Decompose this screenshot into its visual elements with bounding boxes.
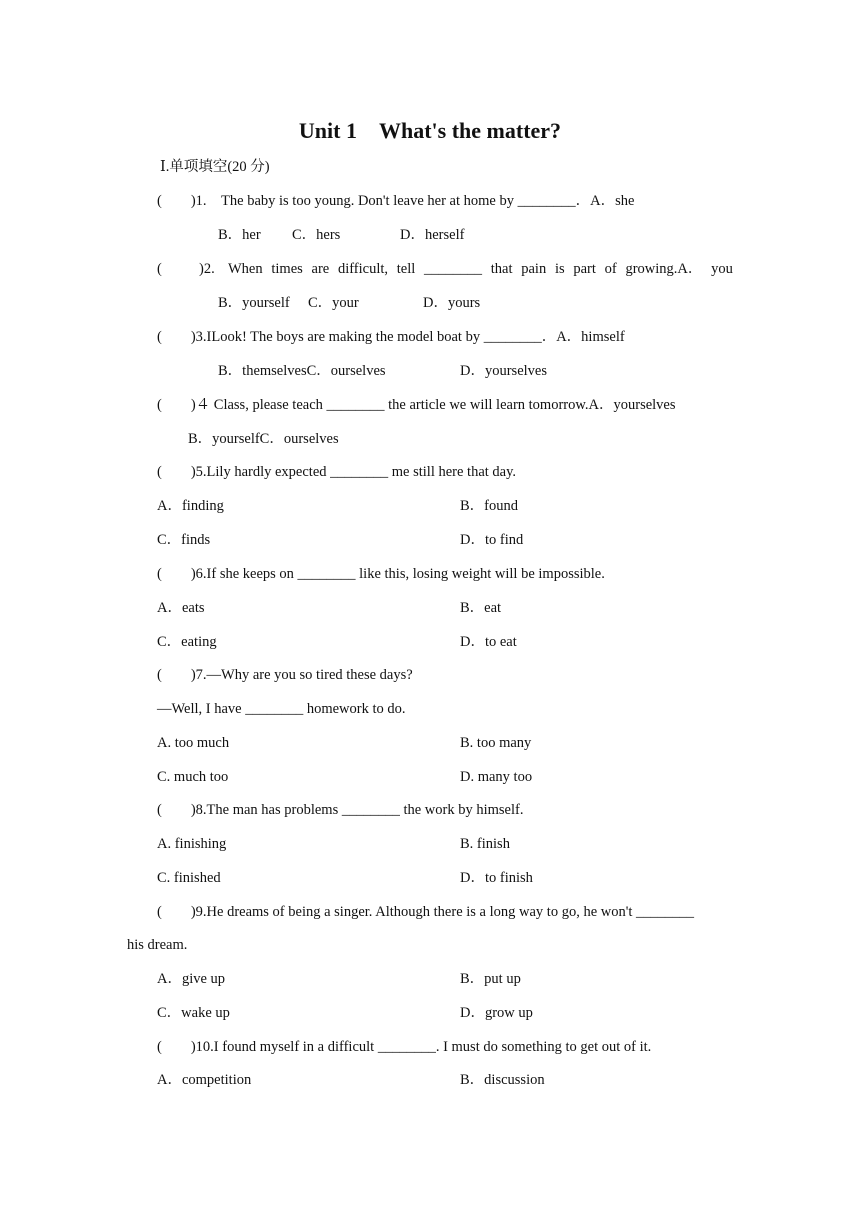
question-3-option-bc: B．themselvesC．ourselves — [218, 363, 386, 379]
question-4-stem: ( )４ Class, please teach ________ the article we will learn tomorrow.A．yourselves — [157, 397, 676, 413]
question-10-stem: ( )10.I found myself in a difficult ________. I must do something to get out of it. — [157, 1039, 652, 1055]
question-2-stem — [228, 260, 733, 278]
question-1-stem: ( )1. The baby is too young. Don't leave her at home by ________．A．she — [157, 193, 635, 209]
question-2-word: that — [490, 261, 513, 277]
question-9-option-b: B．put up — [460, 971, 521, 987]
page-title: Unit 1 What's the matter? — [298, 118, 562, 143]
question-2-number: )2. — [199, 261, 215, 277]
question-2-option-d: D．yours — [423, 295, 481, 311]
question-6-option-d: D．to eat — [460, 634, 517, 650]
question-2-word: difficult, — [337, 261, 389, 277]
question-3-stem: ( )3.ILook! The boys are making the model boat by ________．A．himself — [157, 329, 625, 345]
question-6-option-a: A．eats — [157, 600, 205, 616]
question-5-option-a: A．finding — [157, 498, 224, 514]
question-1-option-c: C．hers — [292, 227, 341, 243]
question-9-option-c: C．wake up — [157, 1005, 230, 1021]
question-9-stem-continued: his dream. — [127, 937, 188, 953]
question-2-blank: ________ — [424, 261, 483, 277]
question-2-word: of — [604, 261, 617, 277]
question-8-option-b: B. finish — [460, 836, 510, 852]
question-5-option-c: C．finds — [157, 532, 211, 548]
question-3-option-d: D．yourselves — [460, 363, 547, 379]
question-2-word: is — [554, 261, 565, 277]
question-6-stem: ( )6.If she keeps on ________ like this, losing weight will be impossible. — [157, 566, 605, 582]
question-8-option-a: A. finishing — [157, 836, 227, 852]
question-2-word: times — [271, 261, 303, 277]
question-6-option-b: B．eat — [460, 600, 502, 616]
question-8-stem: ( )8.The man has problems ________ the work by himself. — [157, 802, 524, 818]
question-2-word: pain — [521, 261, 547, 277]
question-7-option-c: C. much too — [157, 769, 229, 785]
question-1-option-b: B．her — [218, 227, 261, 243]
question-8-option-d: D．to finish — [460, 870, 533, 886]
question-7-option-d: D. many too — [460, 769, 533, 785]
question-2-word: are — [311, 261, 330, 277]
section-heading: Ⅰ.单项填空(20 分) — [160, 159, 270, 175]
question-2-word: When — [228, 261, 263, 277]
question-4-option-bc: B．yourselfC．ourselves — [188, 431, 339, 447]
question-7-option-b: B. too many — [460, 735, 532, 751]
question-5-option-b: B．found — [460, 498, 518, 514]
question-2-option-b: B．yourself — [218, 295, 290, 311]
question-9-option-d: D．grow up — [460, 1005, 533, 1021]
question-9-stem: ( )9.He dreams of being a singer. Although there is a long way to go, he won't ________ — [157, 904, 695, 920]
question-1-option-d: D．herself — [400, 227, 465, 243]
question-7-option-a: A. too much — [157, 735, 230, 751]
question-7-stem-continued: —Well, I have ________ homework to do. — [157, 701, 406, 717]
question-7-stem: ( )7.—Why are you so tired these days? — [157, 667, 413, 683]
question-5-stem: ( )5.Lily hardly expected ________ me still here that day. — [157, 464, 517, 480]
question-6-option-c: C．eating — [157, 634, 217, 650]
question-10-option-a: A．competition — [157, 1072, 252, 1088]
question-2-option-a: you — [711, 261, 733, 277]
question-2-word: growing.A． — [625, 261, 703, 277]
question-2-option-c: C．your — [308, 295, 359, 311]
question-2-word: tell — [396, 261, 416, 277]
question-8-option-c: C. finished — [157, 870, 221, 886]
question-2-word: part — [573, 261, 596, 277]
question-2-paren: ( — [157, 261, 162, 277]
question-5-option-d: D．to find — [460, 532, 524, 548]
question-10-option-b: B．discussion — [460, 1072, 545, 1088]
question-9-option-a: A．give up — [157, 971, 226, 987]
